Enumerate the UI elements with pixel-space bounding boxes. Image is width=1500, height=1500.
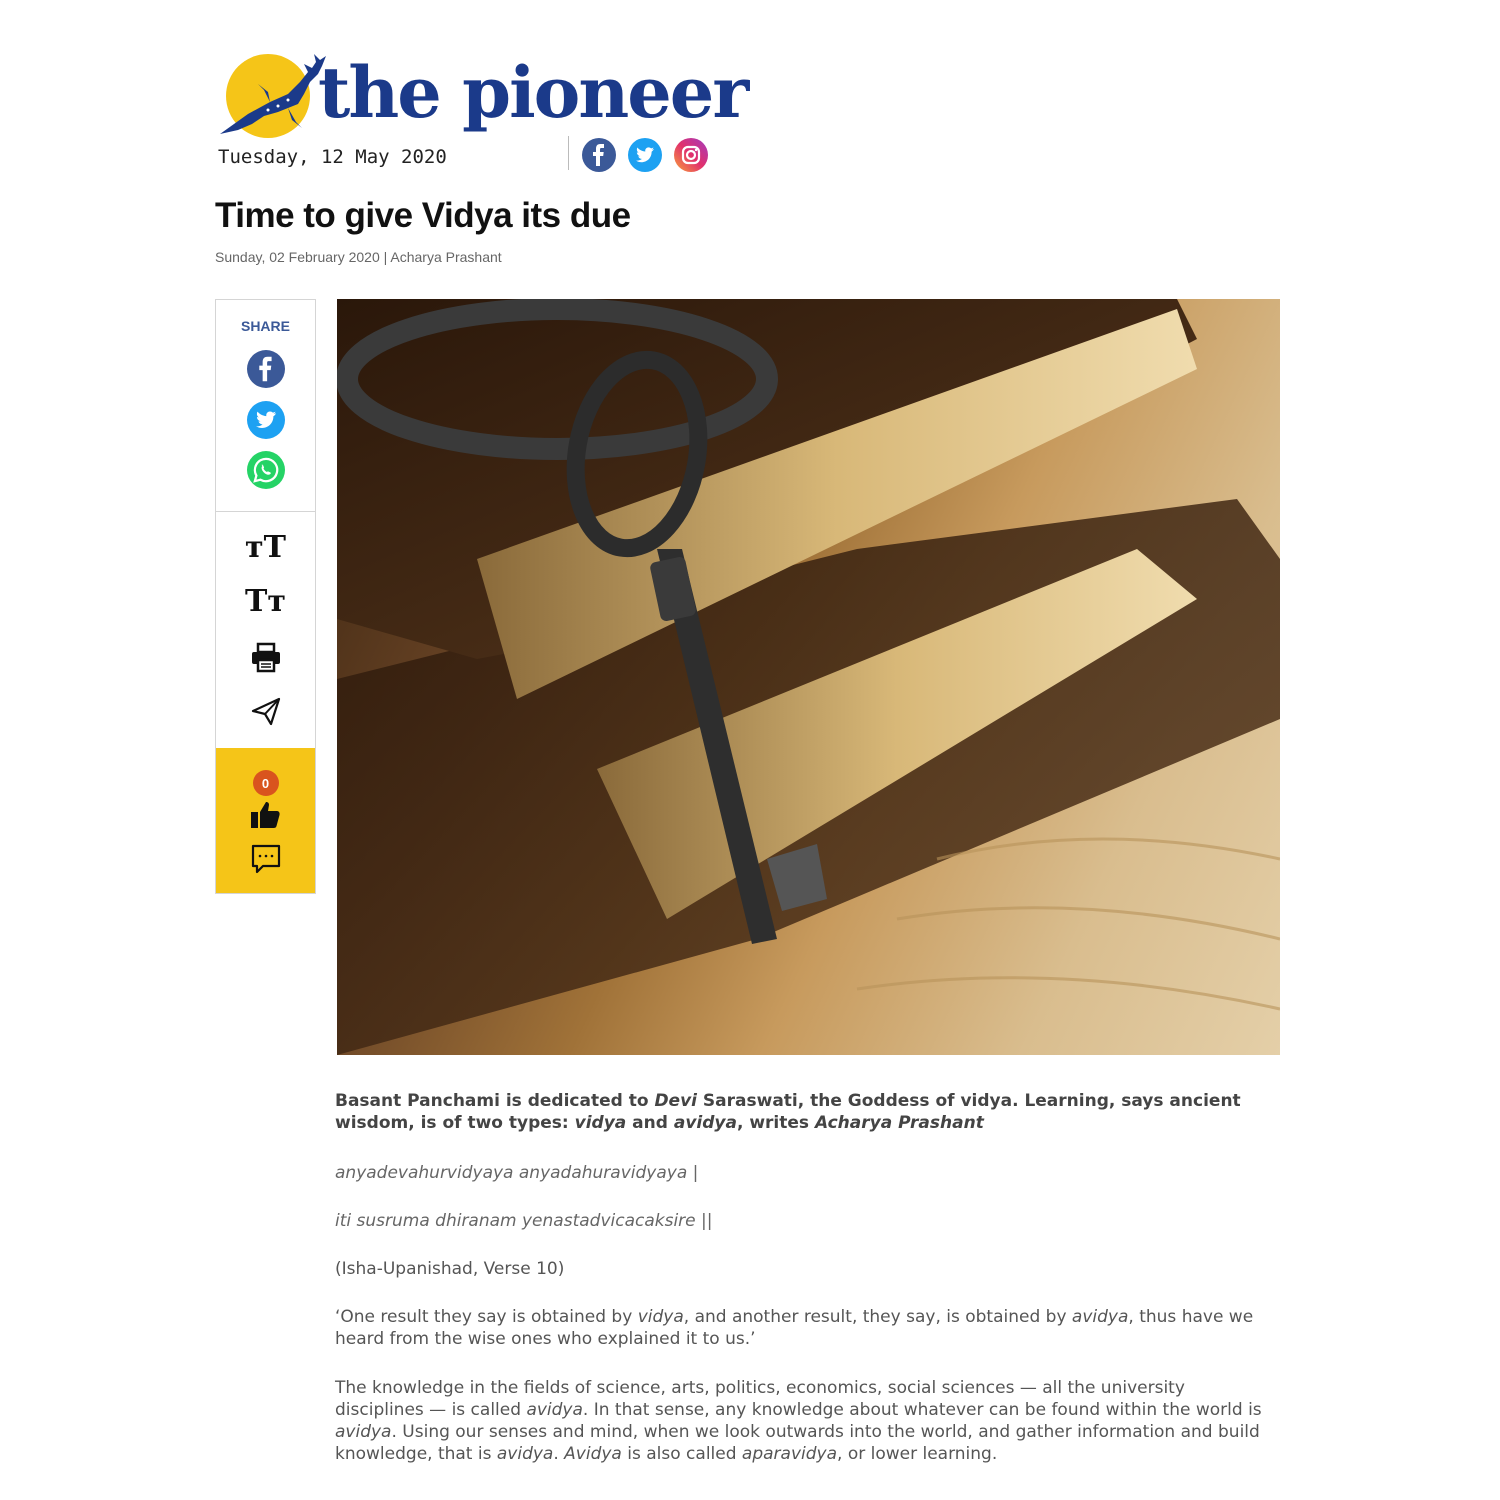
leaping-deer-icon (218, 42, 328, 142)
book-and-key-illustration (337, 299, 1280, 1055)
decrease-font-icon[interactable]: Tт (245, 584, 286, 619)
body-italic: avidya (526, 1400, 583, 1420)
comment-icon[interactable] (249, 842, 283, 876)
body-italic: aparavidya (741, 1444, 838, 1464)
article-title: Time to give Vidya its due (215, 196, 631, 235)
verse-line-2: iti susruma dhiranam yenastadvicacaksire || (335, 1211, 713, 1231)
logo-wordmark: the pioneer (318, 51, 748, 134)
article-hero-image (337, 299, 1280, 1055)
quote-italic: avidya (1071, 1307, 1129, 1327)
share-label: SHARE (240, 318, 290, 334)
thumbs-up-icon[interactable] (249, 800, 283, 830)
like-count: 0 (261, 775, 270, 791)
increase-font-icon[interactable]: тT (245, 530, 286, 565)
quote-text: , and another result, they say, is obtained by (683, 1307, 1072, 1327)
body-italic: avidya (335, 1422, 392, 1442)
verse-translation (335, 1306, 1270, 1350)
facebook-icon[interactable] (582, 138, 616, 172)
body-paragraph (335, 1377, 1270, 1465)
lead-italic: vidya (574, 1113, 627, 1133)
verse-source: (Isha-Upanishad, Verse 10) (335, 1259, 565, 1279)
header-divider (568, 136, 569, 170)
body-text: . Using our senses and mind, when we look outwards into the world, and gather information and build knowledge, that is (335, 1422, 1260, 1464)
lead-text: Saraswati, the Goddess of vidya. Learning, says ancient wisdom, is of two types: (335, 1091, 1241, 1133)
share-rail (215, 299, 316, 894)
article-byline: Sunday, 02 February 2020 | Acharya Prashant (215, 249, 502, 265)
lead-text: , writes (736, 1113, 815, 1133)
body-text: . In that sense, any knowledge about whatever can be found within the world is (582, 1400, 1262, 1420)
quote-text: , thus have we heard from the wise ones who explained it to us.’ (335, 1307, 1254, 1349)
quote-italic: vidya (637, 1307, 684, 1327)
body-text: is also called (621, 1444, 742, 1464)
twitter-icon[interactable] (247, 401, 285, 439)
send-email-icon[interactable] (249, 694, 283, 728)
facebook-icon[interactable] (247, 350, 285, 388)
verse-line-1: anyadevahurvidyaya anyadahuravidyaya | (335, 1163, 699, 1183)
lead-italic: avidya (673, 1113, 737, 1133)
rail-separator (216, 511, 315, 512)
body-text: The knowledge in the fields of science, arts, politics, economics, social sciences — all the university disciplines — is called (335, 1378, 1185, 1420)
lead-text: Basant Panchami is dedicated to (335, 1091, 655, 1111)
body-text: , or lower learning. (837, 1444, 998, 1464)
site-logo[interactable] (218, 42, 748, 142)
like-count-badge (253, 770, 279, 796)
header-social-links (582, 138, 708, 172)
current-date: Tuesday, 12 May 2020 (218, 146, 447, 168)
article-lead (335, 1090, 1270, 1134)
lead-italic: Devi (654, 1091, 697, 1111)
quote-text: ‘One result they say is obtained by (335, 1307, 638, 1327)
lead-author: Acharya Prashant (814, 1113, 984, 1133)
instagram-icon[interactable] (674, 138, 708, 172)
twitter-icon[interactable] (628, 138, 662, 172)
lead-text: and (626, 1113, 674, 1133)
whatsapp-icon[interactable] (247, 451, 285, 489)
print-icon[interactable] (249, 640, 283, 674)
body-text: . (553, 1444, 565, 1464)
engagement-panel (216, 748, 315, 893)
body-italic: avidya (496, 1444, 554, 1464)
body-italic: Avidya (564, 1444, 622, 1464)
